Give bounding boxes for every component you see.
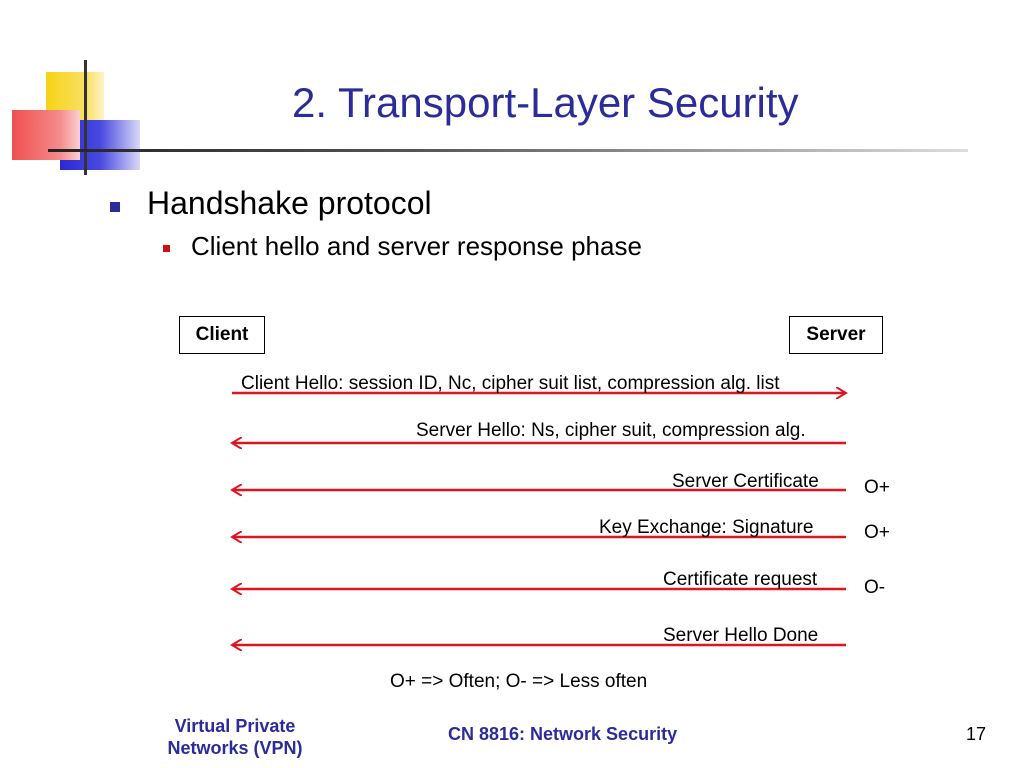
msg-server-hello-done: Server Hello Done	[663, 625, 819, 646]
slide-title: 2. Transport-Layer Security	[292, 79, 799, 126]
bullet-handshake-protocol: Handshake protocol	[147, 185, 432, 221]
msg-server-hello: Server Hello: Ns, cipher suit, compression alg.	[416, 420, 806, 441]
freq-key-exchange: O+	[864, 522, 890, 543]
msg-key-exchange: Key Exchange: Signature	[599, 517, 814, 538]
client-box: Client	[179, 316, 265, 354]
sub-bullet-client-hello-phase: Client hello and server response phase	[191, 231, 642, 261]
footer-left: Virtual Private Networks (VPN)	[167, 716, 303, 758]
msg-server-certificate: Server Certificate	[672, 471, 819, 492]
msg-certificate-request: Certificate request	[663, 569, 818, 590]
server-box: Server	[789, 316, 883, 354]
frequency-legend: O+ => Often; O- => Less often	[390, 671, 648, 692]
page-number: 17	[966, 724, 987, 744]
footer-center: CN 8816: Network Security	[448, 724, 678, 744]
freq-server-certificate: O+	[864, 477, 890, 498]
freq-certificate-request: O-	[864, 577, 886, 598]
msg-client-hello: Client Hello: session ID, Nc, cipher suit list, compression alg. list	[241, 373, 780, 394]
